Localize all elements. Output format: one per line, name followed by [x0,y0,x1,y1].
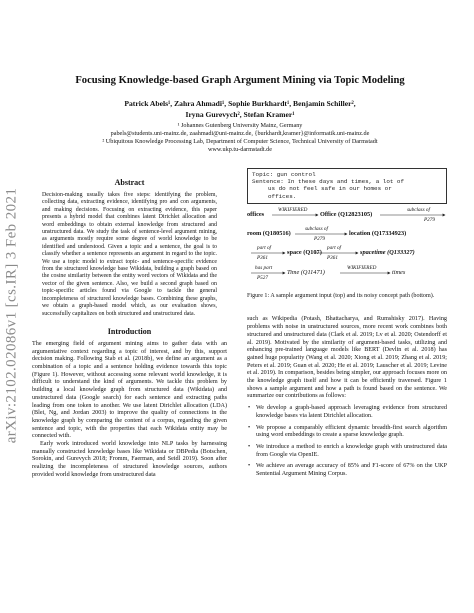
author-line-1: Patrick Abels¹, Zahra Ahmadi¹, Sophie Burkhardt¹, Benjamin Schiller², [124,99,356,108]
author-line-2: Iryna Gurevych², Stefan Kramer¹ [185,110,295,119]
figure-topic-line: Topic: gun control [252,171,316,178]
right-body [247,316,447,478]
paper-title: Focusing Knowledge-based Graph Argument Mining via Topic Modeling [75,75,405,86]
bullet-icon: • [248,424,251,431]
figure-input-box [247,168,447,204]
kg-label-p527: P527 [257,274,268,281]
affiliation-line-2: ² Ubiquitous Knowledge Processing Lab, Department of Computer Science, Technical University of Darmstadt [102,138,378,145]
affiliation-url: www.ukp.tu-darmstadt.de [207,146,273,153]
bullet-icon: • [248,443,251,450]
figure-sentence-line-2: us do not feel safe in our homes or [268,185,392,193]
author-list [60,98,420,120]
contribution-item: • We introduce a method to enrich a knowledge graph with unstructured data from Google via OpenIE. [248,443,447,458]
affiliations [40,122,440,154]
kg-label-subclass-1: subclass of [407,206,430,213]
kg-label-has-part: has part [255,264,273,271]
contribution-item: • We achieve an average accuracy of 85% and F1-score of 67% on the UKP Sentential Argument Mining Corpus. [248,463,447,478]
kg-label-wikifiered-1: WIKIFIERED [278,206,308,213]
kg-label-part-of-2: part of [327,244,341,251]
abstract-text: Decision-making usually takes five steps: identifying the problem, collecting data, extracting evidence, identifying pro and con arguments, and making decisions. Focusing on extracting evidence, this paper presents a hybrid model that combines latent Dirichlet allocation and word embeddings to obtain external knowledge from structured and unstructured data. We study the task of sentence-level argument mining, as arguments mostly require some degree of world knowledge to be identified and understood. Given a topic and a sentence, the goal is to classify whether a sentence represents an argument in regard to the topic. We use a topic model to extract topic- and sentence-specific evidence from the structured knowledge base Wikidata, building a graph based on the cosine similarity between the entity word vectors of Wikidata and the vector of the given sentence. Also, we build a second graph based on topic-specific articles found via Google to tackle the general incompleteness of structured knowledge bases. Combining these graphs, we obtain a graph-based model which, as our evaluation shows, successfully capitalizes on both structured and unstructured data. [42,192,217,317]
kg-node-space: space (Q107) [287,248,322,256]
bullet-icon: • [248,463,251,470]
concept-path-figure [247,207,447,285]
contribution-item: • We develop a graph-based approach leveraging evidence from structured knowledge bases via latent Dirichlet allocation. [248,405,447,419]
introduction-paragraph-1: The emerging field of argument mining aims to gather data with an argumentative context regarding a topic of interest, and by this, support decision making. Following Stab et al. (2018b), we define an argument as a combination of a topic and a sentence holding evidence towards this topic (Figure 1). However, without accessing some relevant world knowledge, it is difficult to understand the kind of arguments. We tackle this problem by building a local knowledge graph from structured data (Wikidata) and unstructured data (Google search) for each sentence and extracting paths leading from one token to another. We use latent Dirichlet allocation (LDA) (Blei, Ng, and Jordan 2003) to improve the quality of connections in the knowledge graph by comparing the content of a corpus, regarding the given sentence and topic, with the properties that each Wikidata entity may be connected with. [32,340,227,440]
kg-label-p361-1: P361 [257,254,268,261]
arxiv-id-text: arXiv:2102.02086v1 [cs.IR] 3 Feb 2021 [3,187,20,443]
affiliation-emails: pabels@students.uni-mainz.de, zaahmadi@uni-mainz.de, {burkhardt,kramer}@informatik.uni-mainz.de [110,130,370,137]
kg-node-offices: offices [247,210,265,218]
kg-node-spacetime: spacetime (Q133327) [360,248,415,256]
kg-node-location: location (Q17334923) [349,229,407,237]
arxiv-identifier [0,150,26,480]
kg-label-p279-1: P279 [424,216,435,223]
kg-label-part-of-1: part of [257,244,271,251]
introduction-paragraph-2: Early work introduced world knowledge into NLP tasks by harnessing manually constructed knowledge bases like Wikidata or DBPedia (Botschen, Sorokin, and Gurevych 2018; Fromm, Faerman, and Seidl 2019). Soon after realizing the incompleteness of structured knowledge sources, authors provided world knowledge from unstructured data [32,441,227,478]
concept-path-arrows [247,207,447,285]
kg-node-room: room (Q180516) [247,229,291,237]
bullet-icon: • [248,405,251,412]
figure-caption: Figure 1: A sample argument input (top) and its noisy concept path (bottom). [247,292,435,299]
introduction-heading: Introduction [107,326,152,336]
figure-sentence-line-1: Sentence: In these days and times, a lot of [252,178,405,186]
kg-node-time: Time (Q11471) [287,268,325,276]
figure-sentence-line-3: offices. [268,192,297,200]
right-column [247,168,447,483]
kg-label-p279-2: P279 [314,235,325,242]
left-column [32,178,227,480]
affiliation-line-1: ¹ Johannes Gutenberg University Mainz, Germany [177,122,303,129]
kg-label-subclass-2: subclass of [305,225,328,232]
kg-node-times: times [392,268,406,276]
contribution-item: • We propose a comparably efficient dynamic breadth-first search algorithm using word embeddings to create a sparse knowledge graph. [248,424,447,439]
right-paragraph-1: such as Wikipedia (Potash, Bhattacharya, and Rumshisky 2017). Having problems with noise in unstructured sources, more recent work combines both structured and unstructured data (Clark et al. 2019; Lv et al. 2020; Ostendorff et al. 2019). Motivated by the similarity of argument-based tasks, utilizing and enhancing pre-trained language models like BERT (Devlin et al. 2018) has gained huge popularity (Wang et al. 2020; Xiong et al. 2019; Zhang et al. 2019; Peters et al. 2019; Guan et al. 2020; He et al. 2019; Lauscher et al. 2019; Levine et al. 2019). In comparison, besides being simpler, our approach focuses more on the knowledge graph itself and how it can be efficiently traversed. Figure 1 shows a sample argument and how a path is found based on the sentence. We summarize our contributions as follows: [247,316,447,400]
kg-label-p361-2: P361 [327,254,338,261]
contribution-list [247,405,447,479]
kg-node-office: Office (Q12823105) [320,210,373,218]
kg-label-wikifiered-2: WIKIFIERED [347,264,377,271]
abstract-heading: Abstract [114,178,145,187]
